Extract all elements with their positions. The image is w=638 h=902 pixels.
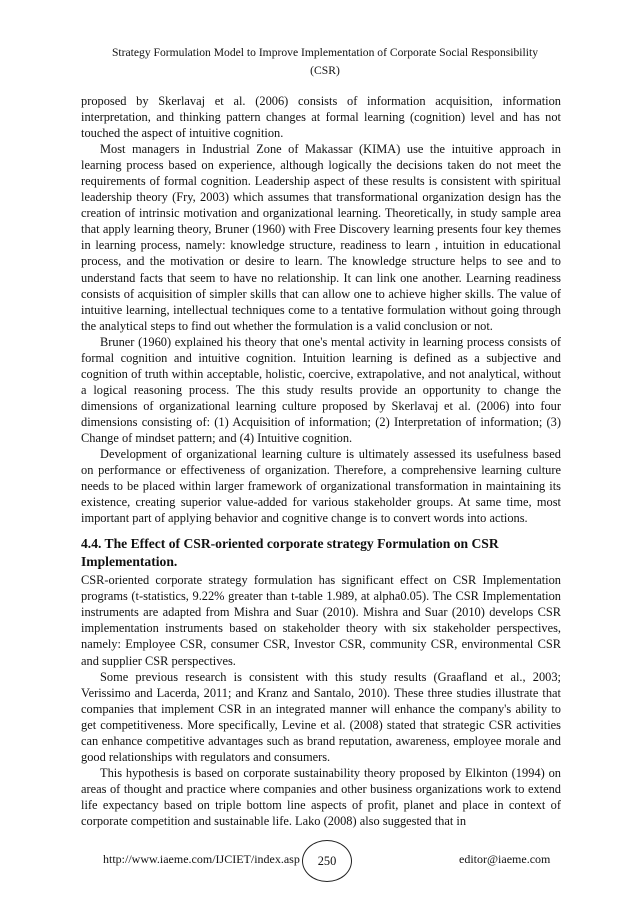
paragraph-3: Bruner (1960) explained his theory that one's mental activity in learning process consists of formal cognition and intuitive cognition. Intuition learning is defined as a subjective and cognition of truth within acceptable, holistic, coercive, extrapolative, and not analytical, without a logical reasoning process. The this study results provide an opportunity to change the dimensions of organizational learning culture proposed by Skerlavaj et al. (2006) into four dimensions consisting of: (1) Acquisition of information; (2) Interpretation of information; (3) Change of mindset pattern; and (4) Intuitive cognition.: [81, 334, 561, 445]
page-footer: [0, 840, 638, 884]
paragraph-2: Most managers in Industrial Zone of Makassar (KIMA) use the intuitive approach in learning process based on experience, although logically the decisions taken do not meet the requirements of formal cognition. Leadership aspect of these results is consistent with spiritual leadership theory (Fry, 2003) which assumes that transformational organization design has the creation of intrinsic motivation and organizational learning. Theoretically, in study sample area that apply learning theory, Bruner (1960) with Free Discovery learning presents four key themes in learning process, namely: knowledge structure, readiness to learn , intuition in educational process, and the motivation or desire to learn. The knowledge structure helps to see and to understand facts that seem to have no relationship. It can link one another. Learning readiness consists of acquisition of simpler skills that can allow one to achieve higher skills. The value of intuitive learning, intellectual techniques come to a tentative formulation without going through the analytical steps to find out whether the formulation is a valid conclusion or not.: [81, 142, 561, 333]
running-header-line-1: Strategy Formulation Model to Improve Implementation of Corporate Social Responsibility: [111, 46, 538, 59]
page-number: 250: [317, 853, 337, 868]
paragraph-5: CSR-oriented corporate strategy formulation has significant effect on CSR Implementation programs (t-statistics, 9.22% greater than t-table 1.989, at alpha0.05). The CSR Implementation instruments are adapted from Mishra and Suar (2010). Mishra and Suar (2010) develops CSR implementation instruments based on stakeholder theory with six stakeholder perspectives, namely: Employee CSR, consumer CSR, Investor CSR, community CSR, environmental CSR and supplier CSR perspectives.: [81, 573, 561, 668]
running-header-line-2: (CSR): [310, 64, 340, 77]
paragraph-7: This hypothesis is based on corporate sustainability theory proposed by Elkinton (1994) on areas of thought and practice where companies and other business organizations work to extend life expectancy based on triple bottom line aspects of profit, planet and place in context of corporate competition and sustainable life. Lako (2008) also suggested that in: [81, 765, 561, 828]
running-header: [90, 44, 560, 80]
paragraph-1: proposed by Skerlavaj et al. (2006) consists of information acquisition, information interpretation, and thinking pattern changes at formal learning (cognition) level and has not touched the aspect of intuitive cognition.: [81, 94, 561, 141]
paragraph-6: Some previous research is consistent with this study results (Graafland et al., 2003; Verissimo and Lacerda, 2011; and Kranz and Santalo, 2010). These three studies illustrate that companies that implement CSR in an integrated manner will enhance the company's ability to get competitiveness. More specifically, Levine et al. (2008) stated that strategic CSR activities can enhance competitive advantages such as brand reputation, awareness, employee morale and good relationships with regulators and consumers.: [81, 669, 561, 764]
footer-email-link[interactable]: editor@iaeme.com: [459, 852, 551, 866]
section-heading: 4.4. The Effect of CSR-oriented corporate strategy Formulation on CSR Implementation.: [81, 536, 499, 570]
article-body: [81, 93, 561, 829]
page-number-badge: [302, 840, 352, 882]
footer-url-link[interactable]: http://www.iaeme.com/IJCIET/index.asp: [103, 852, 300, 866]
paragraph-4: Development of organizational learning culture is ultimately assessed its usefulness based on performance or effectiveness of organization. Therefore, a comprehensive learning culture needs to be placed within larger framework of organizational transformation in maintaining its existence, creating superior value-added for various stakeholder groups. At same time, most important part of applying behavior and cognitive change is to convert words into actions.: [81, 447, 561, 526]
